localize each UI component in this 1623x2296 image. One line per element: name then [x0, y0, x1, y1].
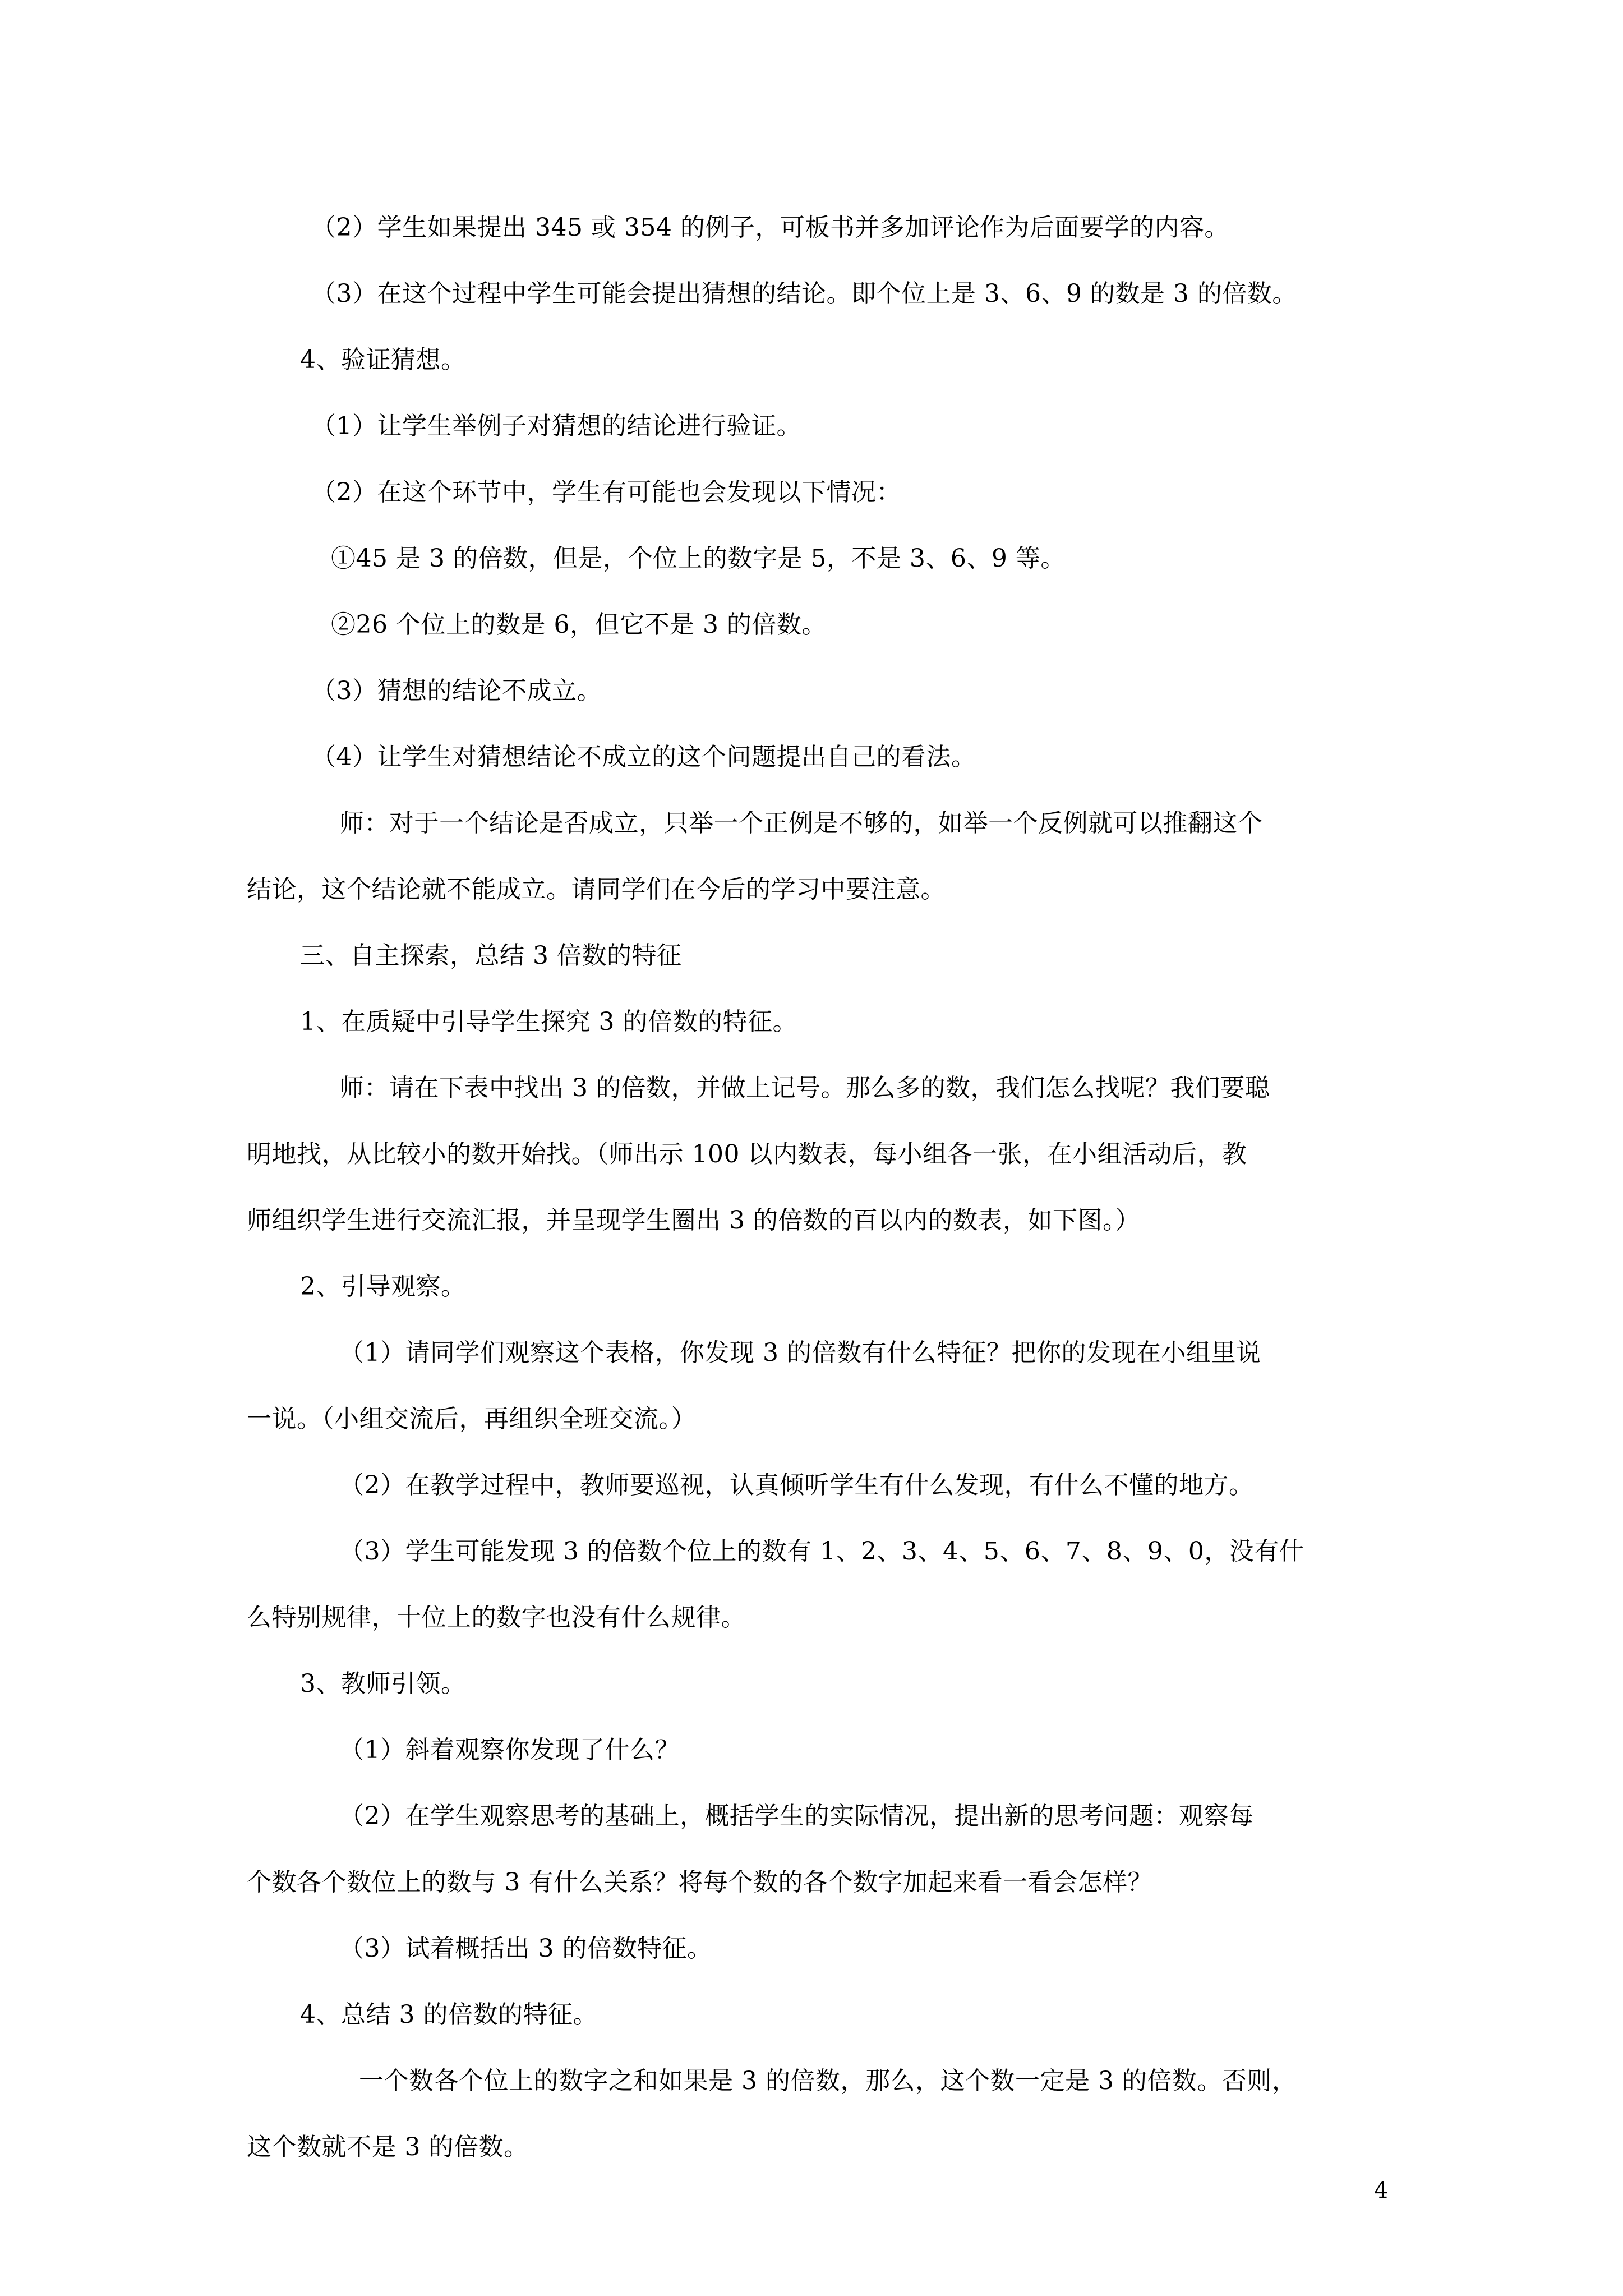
- section-heading: 三、自主探索，总结 3 倍数的特征: [300, 941, 682, 970]
- paragraph-line: （2）在教学过程中，教师要巡视，认真倾听学生有什么发现，有什么不懂的地方。: [339, 1471, 1254, 1499]
- paragraph-line: 么特别规律，十位上的数字也没有什么规律。: [247, 1603, 746, 1632]
- paragraph-line: （3）学生可能发现 3 的倍数个位上的数有 1、2、3、4、5、6、7、8、9、0，没有什: [339, 1537, 1304, 1566]
- paragraph-line: （1）斜着观察你发现了什么？: [339, 1736, 680, 1764]
- paragraph-line: （1）让学生举例子对猜想的结论进行验证。: [311, 412, 801, 440]
- paragraph-line: 师：请在下表中找出 3 的倍数，并做上记号。那么多的数，我们怎么找呢？我们要聪: [339, 1074, 1270, 1102]
- paragraph-line: （2）在学生观察思考的基础上，概括学生的实际情况，提出新的思考问题：观察每: [339, 1802, 1254, 1830]
- paragraph-line: 3、教师引领。: [300, 1669, 466, 1698]
- paragraph-line: （1）请同学们观察这个表格，你发现 3 的倍数有什么特征？把你的发现在小组里说: [339, 1338, 1261, 1367]
- paragraph-line: 4、验证猜想。: [300, 346, 466, 374]
- paragraph-line: 一个数各个位上的数字之和如果是 3 的倍数，那么，这个数一定是 3 的倍数。否则，: [359, 2067, 1297, 2095]
- paragraph-line: 这个数就不是 3 的倍数。: [247, 2133, 529, 2161]
- paragraph-line: ②26 个位上的数是 6，但它不是 3 的倍数。: [331, 610, 827, 639]
- paragraph-line: 结论，这个结论就不能成立。请同学们在今后的学习中要注意。: [247, 875, 946, 904]
- paragraph-line: 个数各个数位上的数与 3 有什么关系？将每个数的各个数字加起来看一看会怎样？: [247, 1868, 1152, 1897]
- paragraph-line: ①45 是 3 的倍数，但是，个位上的数字是 5，不是 3、6、9 等。: [331, 544, 1066, 573]
- paragraph-line: 师：对于一个结论是否成立，只举一个正例是不够的，如举一个反例就可以推翻这个: [339, 809, 1263, 838]
- paragraph-line: （2）在这个环节中，学生有可能也会发现以下情况：: [311, 478, 901, 507]
- paragraph-line: （2）学生如果提出 345 或 354 的例子，可板书并多加评论作为后面要学的内容。: [311, 213, 1229, 242]
- paragraph-line: 4、总结 3 的倍数的特征。: [300, 2000, 598, 2029]
- paragraph-line: （3）试着概括出 3 的倍数特征。: [339, 1934, 712, 1963]
- paragraph-line: 明地找，从比较小的数开始找。（师出示 100 以内数表，每小组各一张，在小组活动后，教: [247, 1140, 1247, 1168]
- paragraph-line: （4）让学生对猜想结论不成立的这个问题提出自己的看法。: [311, 743, 976, 771]
- paragraph-line: 一说。（小组交流后，再组织全班交流。）: [247, 1405, 697, 1433]
- page-number: 4: [1374, 2178, 1389, 2203]
- paragraph-line: （3）猜想的结论不成立。: [311, 677, 602, 705]
- paragraph-line: 师组织学生进行交流汇报，并呈现学生圈出 3 的倍数的百以内的数表，如下图。）: [247, 1206, 1140, 1235]
- paragraph-line: （3）在这个过程中学生可能会提出猜想的结论。即个位上是 3、6、9 的数是 3 的倍数。: [311, 279, 1297, 308]
- paragraph-line: 1、在质疑中引导学生探究 3 的倍数的特征。: [300, 1007, 797, 1036]
- paragraph-line: 2、引导观察。: [300, 1272, 466, 1301]
